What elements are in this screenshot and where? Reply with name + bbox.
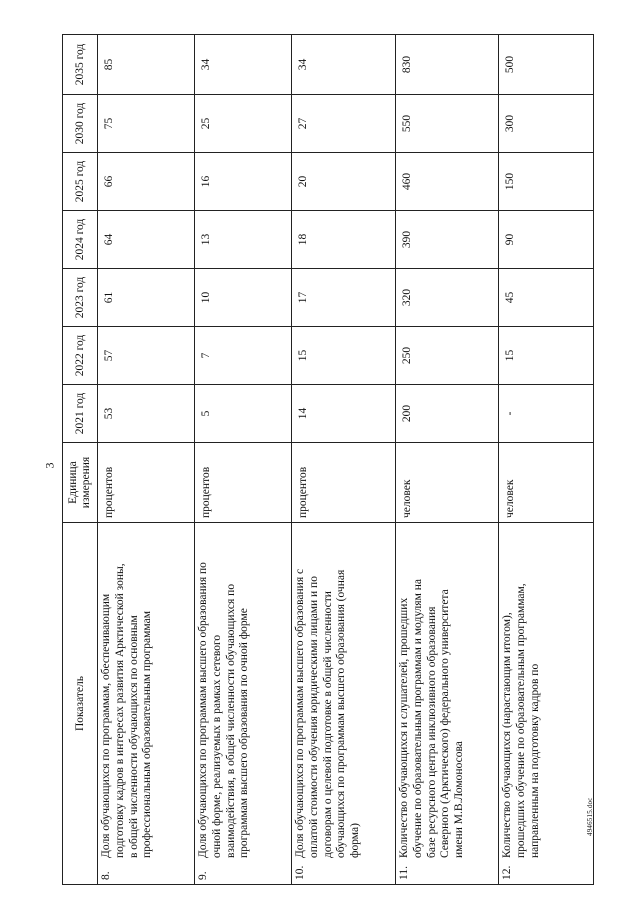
header-year: 2025 год [63, 153, 98, 211]
value-cell: 66 [98, 153, 195, 211]
value-cell: 45 [499, 269, 594, 327]
indicator-cell [396, 523, 499, 885]
indicator-text: Доля обучающихся по программам высшего образования по очной форме, реализуемых в рамках сетевого взаимодействия, в общей численности обучающихся по программам высшего образования по очной форме [197, 562, 251, 858]
value-cell: 16 [195, 153, 292, 211]
value-cell: 18 [292, 211, 396, 269]
page-number: 3 [42, 462, 57, 469]
value-cell: 85 [98, 35, 195, 95]
value-cell: 5 [195, 385, 292, 443]
indicators-table [62, 35, 590, 885]
row-index: 11. [398, 866, 410, 880]
value-cell: 10 [195, 269, 292, 327]
header-year: 2035 год [63, 35, 98, 95]
header-year: 2030 год [63, 95, 98, 153]
value-cell: - [499, 385, 594, 443]
value-cell: 460 [396, 153, 499, 211]
indicator-cell [195, 523, 292, 885]
row-index: 8. [100, 871, 112, 880]
table-row [396, 35, 499, 885]
table-row [98, 35, 195, 885]
value-cell: 150 [499, 153, 594, 211]
value-cell: 550 [396, 95, 499, 153]
header-year: 2022 год [63, 327, 98, 385]
unit-cell: процентов [195, 443, 292, 523]
value-cell: 90 [499, 211, 594, 269]
header-indicator: Показатель [63, 523, 98, 885]
value-cell: 7 [195, 327, 292, 385]
value-cell: 75 [98, 95, 195, 153]
value-cell: 15 [499, 327, 594, 385]
value-cell: 64 [98, 211, 195, 269]
table-row [195, 35, 292, 885]
indicator-text: Доля обучающихся по программам высшего образования с оплатой стоимости обучения юридическими лицами и по договорам о целевой подготовке в общей численности обучающихся по программам высшего образования (очная форма) [294, 568, 362, 858]
header-year: 2023 год [63, 269, 98, 327]
indicator-text: Количество обучающихся (нарастающим итогом), прошедших обучение по образовательным программам, направленным на подготовку кадров по [501, 583, 541, 858]
row-index: 9. [197, 871, 209, 880]
indicator-cell [98, 523, 195, 885]
value-cell: 20 [292, 153, 396, 211]
value-cell: 390 [396, 211, 499, 269]
row-index: 10. [294, 865, 306, 880]
value-cell: 57 [98, 327, 195, 385]
unit-cell: процентов [292, 443, 396, 523]
value-cell: 830 [396, 35, 499, 95]
row-index: 12. [501, 865, 513, 880]
value-cell: 25 [195, 95, 292, 153]
table-row [499, 35, 594, 885]
unit-cell: процентов [98, 443, 195, 523]
value-cell: 61 [98, 269, 195, 327]
value-cell: 300 [499, 95, 594, 153]
value-cell: 14 [292, 385, 396, 443]
unit-cell: человек [499, 443, 594, 523]
unit-cell: человек [396, 443, 499, 523]
value-cell: 17 [292, 269, 396, 327]
value-cell: 53 [98, 385, 195, 443]
value-cell: 34 [292, 35, 396, 95]
header-unit: Единица измерения [63, 443, 98, 523]
value-cell: 34 [195, 35, 292, 95]
value-cell: 15 [292, 327, 396, 385]
indicator-text: Количество обучающихся и слушателей, прошедших обучение по образовательным программам и модулям на базе ресурсного центра инклюзивного образования Северного (Арктического) федерального университета имени М.В.Ломоносова [398, 579, 466, 858]
value-cell: 500 [499, 35, 594, 95]
header-year: 2021 год [63, 385, 98, 443]
indicator-cell [292, 523, 396, 885]
table-row [292, 35, 396, 885]
header-row [63, 35, 98, 885]
header-year: 2024 год [63, 211, 98, 269]
file-name-footer: 4946515.doc [586, 797, 594, 836]
value-cell: 13 [195, 211, 292, 269]
value-cell: 27 [292, 95, 396, 153]
indicator-cell [499, 523, 594, 885]
value-cell: 200 [396, 385, 499, 443]
value-cell: 250 [396, 327, 499, 385]
indicators-table-grid [62, 34, 594, 885]
indicator-text: Доля обучающихся по программам, обеспечивающим подготовку кадров в интересах развития Арктической зоны, в общей численности обучающихся по основным профессиональным образовательным программам [100, 563, 154, 858]
value-cell: 320 [396, 269, 499, 327]
